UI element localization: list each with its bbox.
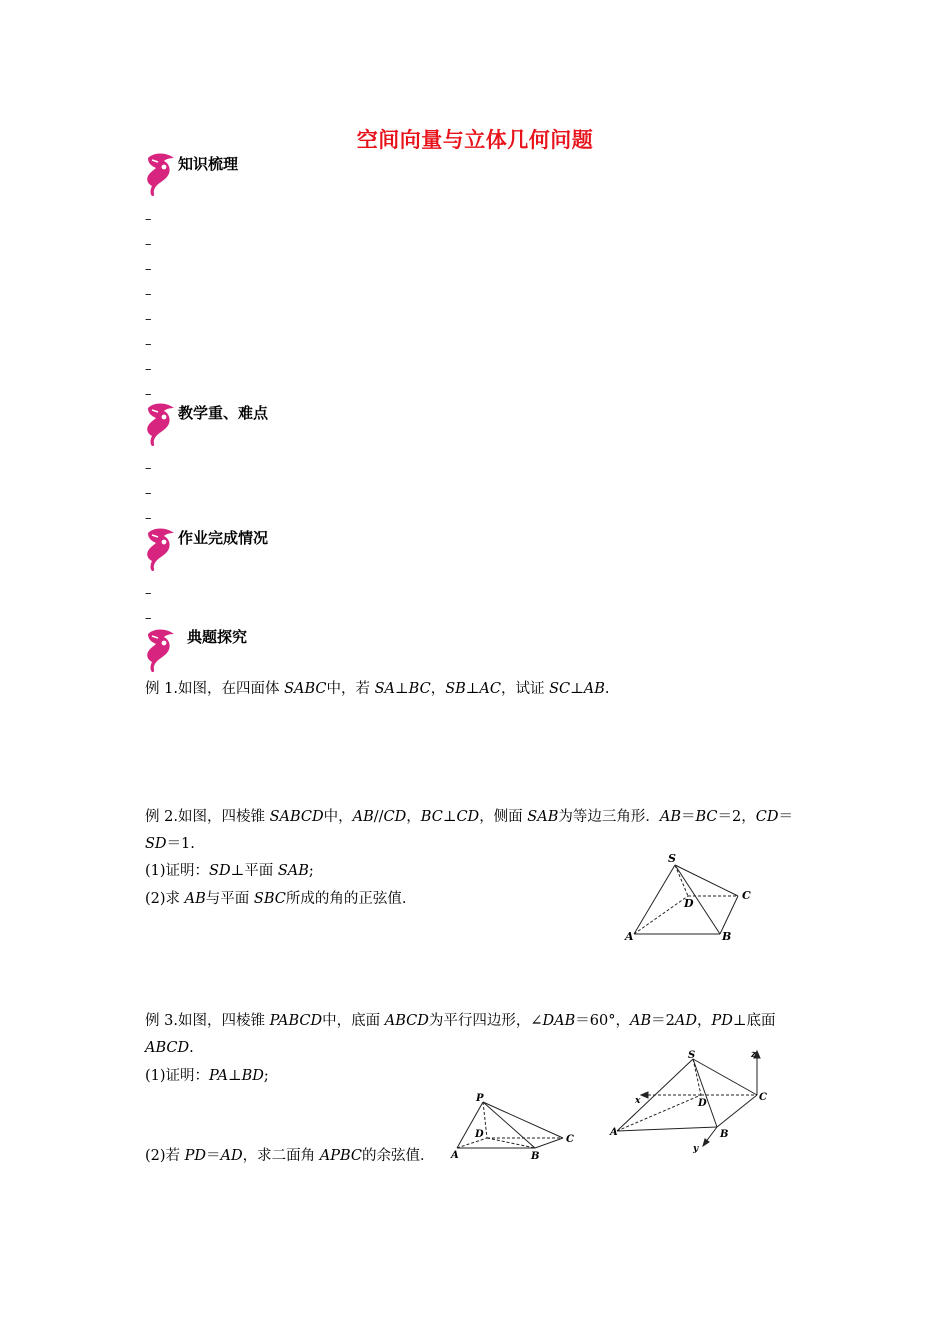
vertex-label: D [698,1098,707,1109]
page-title: 空间向量与立体几何问题 [356,128,594,152]
blank-line: – [145,287,152,302]
dolphin-icon [144,525,178,573]
blank-line: – [145,312,152,327]
example-2-question-2: (2)求 AB与平面 SBC所成的角的正弦值. [145,891,407,907]
vertex-label: C [742,889,751,902]
section-heading: 教学重、难点 [178,404,269,422]
dolphin-icon [144,400,178,448]
example-2-line-2: SD＝1. [145,836,195,852]
blank-line: – [145,337,152,352]
section-heading: 作业完成情况 [178,529,269,547]
vertex-label: B [531,1151,540,1162]
axis-label: x [635,1096,641,1106]
vertex-label: A [625,930,634,943]
pyramid-sabcd-figure [620,850,760,945]
dolphin-icon [144,150,178,198]
vertex-label: A [610,1127,618,1138]
example-3-line-2: ABCD. [145,1040,194,1056]
blank-line: – [145,387,152,402]
section-heading: 知识梳理 [178,155,239,173]
pyramid-pabcd-figure [445,1090,580,1165]
example-2-question-1: (1)证明：SD⊥平面 SAB; [145,863,314,879]
blank-line: – [145,586,152,601]
vertex-label: C [759,1092,767,1103]
blank-line: – [145,461,152,476]
section-heading: 典题探究 [187,628,248,646]
vertex-label: B [722,930,732,943]
example-3-question-2: (2)若 PD＝AD，求二面角 APBC的余弦值． [145,1148,435,1164]
vertex-label: S [688,1050,696,1061]
blank-line: – [145,362,152,377]
example-3-question-1: (1)证明：PA⊥BD; [145,1068,269,1084]
vertex-label: B [720,1129,729,1140]
example-2-line-1: 例 2.如图，四棱锥 SABCD中，AB//CD，BC⊥CD，侧面 SAB为等边三角形．AB＝BC＝2，CD＝ [145,809,793,825]
axis-label: y [693,1144,699,1154]
axis-label: z [751,1050,757,1060]
vertex-label: D [475,1129,484,1140]
blank-line: – [145,611,152,626]
blank-line: – [145,262,152,277]
dolphin-icon [144,626,178,674]
blank-line: – [145,486,152,501]
blank-line: – [145,237,152,252]
example-1: 例 1.如图，在四面体 SABC中，若 SA⊥BC，SB⊥AC，试证 SC⊥AB. [145,681,610,697]
vertex-label: A [451,1150,459,1161]
vertex-label: P [476,1093,484,1104]
blank-line: – [145,212,152,227]
vertex-label: C [566,1134,574,1145]
vertex-label: S [668,852,676,865]
coordinate-pyramid-figure [605,1045,780,1155]
vertex-label: D [684,897,694,910]
example-3-line-1: 例 3.如图，四棱锥 PABCD中，底面 ABCD为平行四边形，∠DAB＝60°，AB＝2AD，PD⊥底面 [145,1013,776,1029]
blank-line: – [145,511,152,526]
